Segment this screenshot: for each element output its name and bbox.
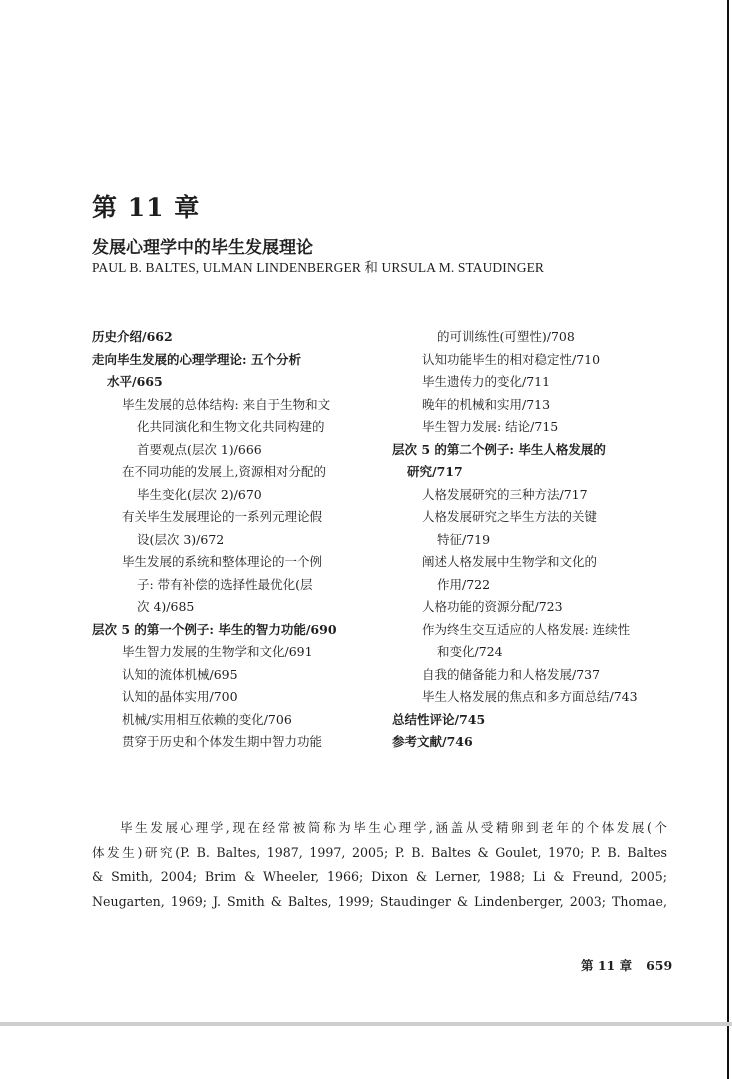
toc-entry: 认知的晶体实用/700 bbox=[122, 689, 238, 704]
toc-entry: 人格发展研究的三种方法/717 bbox=[422, 486, 588, 502]
chapter-authors: PAUL B. BALTES, ULMAN LINDENBERGER 和 URSULA M. STAUDINGER bbox=[92, 260, 545, 275]
toc-entry: 参考文献/746 bbox=[392, 734, 473, 749]
footer-chapter-label: 第 11 章 bbox=[581, 958, 633, 973]
toc-right-column bbox=[392, 326, 672, 754]
body-line: Neugarten, 1969; J. Smith & Baltes, 1999; Staudinger & Lindenberger, 2003; Thomae, bbox=[92, 893, 667, 909]
toc-entry: 有关毕生发展理论的一系列元理论假 bbox=[122, 509, 323, 524]
toc-entry: 贯穿于历史和个体发生期中智力功能 bbox=[122, 734, 323, 749]
toc-entry: 认知功能毕生的相对稳定性/710 bbox=[422, 351, 601, 367]
toc-entry: 次 4)/685 bbox=[137, 599, 195, 614]
toc-entry: 毕生智力发展的生物学和文化/691 bbox=[122, 644, 313, 659]
toc-entry: 子: 带有补偿的选择性最优化(层 bbox=[137, 576, 313, 592]
page-footer bbox=[581, 956, 672, 974]
toc-left-column bbox=[92, 326, 372, 754]
toc-entry: 历史介绍/662 bbox=[92, 329, 173, 344]
toc-entry: 毕生遗传力的变化/711 bbox=[422, 374, 551, 389]
body-line: & Smith, 2004; Brim & Wheeler, 1966; Dixon & Lerner, 1988; Li & Freund, 2005; bbox=[92, 869, 667, 884]
toc-entry: 层次 5 的第二个例子: 毕生人格发展的 bbox=[392, 441, 606, 457]
body-line: 体发生)研究(P. B. Baltes, 1987, 1997, 2005; P. B. Baltes & Goulet, 1970; P. B. Baltes bbox=[92, 844, 667, 860]
chapter-title: 发展心理学中的毕生发展理论 bbox=[92, 238, 313, 258]
toc-entry: 层次 5 的第一个例子: 毕生的智力功能/690 bbox=[92, 621, 337, 637]
toc-entry: 毕生发展的总体结构: 来自于生物和文 bbox=[122, 396, 331, 412]
toc-entry: 毕生智力发展: 结论/715 bbox=[422, 419, 559, 434]
toc-entry: 晚年的机械和实用/713 bbox=[422, 396, 551, 412]
toc-entry: 作为终生交互适应的人格发展: 连续性 bbox=[422, 621, 631, 637]
toc-entry: 设(层次 3)/672 bbox=[137, 531, 225, 547]
toc-entry: 研究/717 bbox=[407, 464, 463, 479]
scan-border-right bbox=[727, 0, 729, 1079]
toc-entry: 人格功能的资源分配/723 bbox=[422, 599, 563, 614]
toc-entry: 总结性评论/745 bbox=[392, 711, 486, 727]
toc-entry: 作用/722 bbox=[437, 576, 491, 592]
toc-entry: 特征/719 bbox=[437, 531, 491, 547]
scan-border-bottom bbox=[0, 1022, 732, 1026]
toc-entry: 的可训练性(可塑性)/708 bbox=[437, 329, 575, 344]
toc-entry: 机械/实用相互依赖的变化/706 bbox=[122, 711, 292, 727]
toc-entry: 认知的流体机械/695 bbox=[122, 666, 238, 682]
toc-entry: 首要观点(层次 1)/666 bbox=[137, 441, 262, 457]
toc-entry: 人格发展研究之毕生方法的关键 bbox=[422, 509, 598, 524]
toc-entry: 毕生变化(层次 2)/670 bbox=[137, 486, 262, 502]
toc-entry: 走向毕生发展的心理学理论: 五个分析 bbox=[92, 351, 301, 367]
page-number: 659 bbox=[646, 958, 673, 973]
chapter-number: 第 11 章 bbox=[92, 193, 201, 222]
toc-entry: 毕生人格发展的焦点和多方面总结/743 bbox=[422, 689, 638, 704]
body-paragraph bbox=[92, 816, 667, 914]
toc-entry: 自我的储备能力和人格发展/737 bbox=[422, 666, 601, 682]
toc-entry: 阐述人格发展中生物学和文化的 bbox=[422, 554, 598, 569]
body-line: 毕生发展心理学,现在经常被简称为毕生心理学,涵盖从受精卵到老年的个体发展(个 bbox=[120, 820, 667, 835]
toc-entry: 和变化/724 bbox=[437, 644, 503, 659]
toc-entry: 毕生发展的系统和整体理论的一个例 bbox=[122, 554, 323, 569]
toc-entry: 在不同功能的发展上,资源相对分配的 bbox=[122, 464, 326, 479]
toc-entry: 化共同演化和生物文化共同构建的 bbox=[137, 419, 325, 434]
toc-entry: 水平/665 bbox=[107, 374, 163, 389]
